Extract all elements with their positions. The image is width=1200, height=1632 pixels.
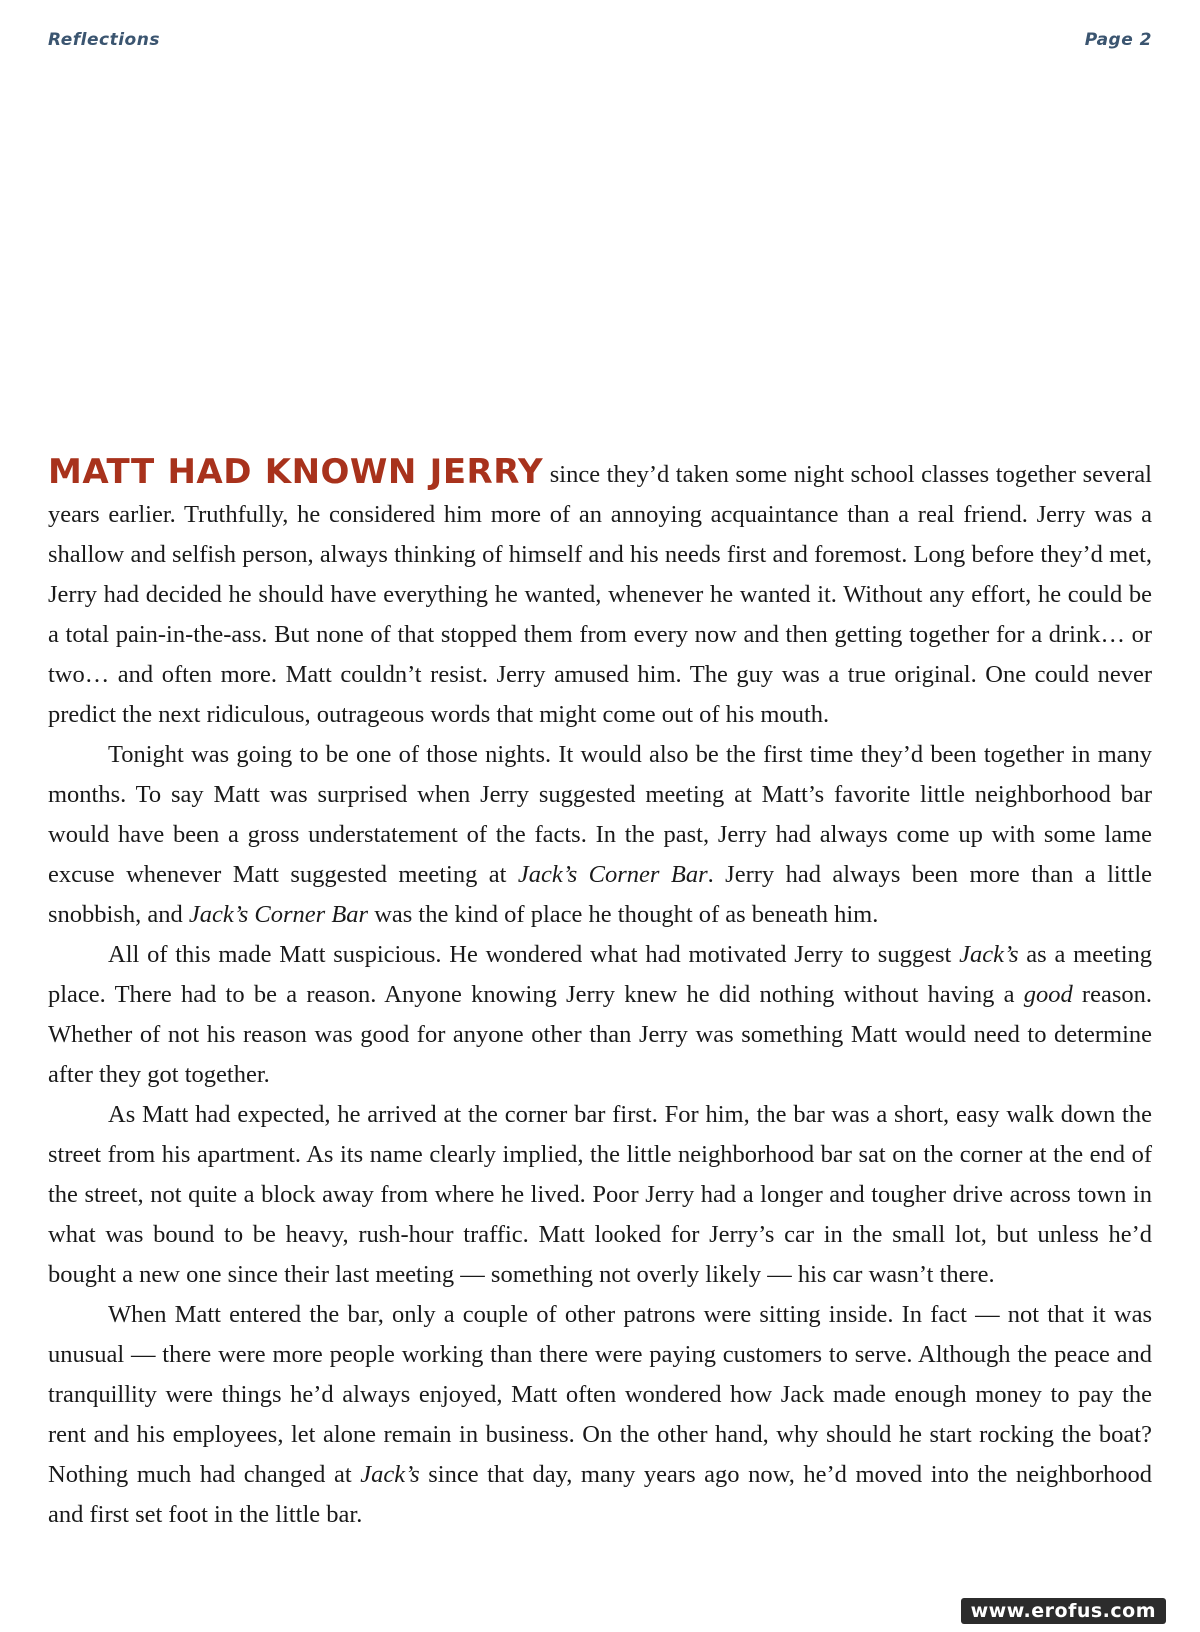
paragraph-3-text-b: as a meeting place. There had to be a reason. Anyone knowing Jerry knew he did nothing without having a xyxy=(48,941,1153,1008)
paragraph-2-text-b: . Jerry had always been more than a little snobbish, and xyxy=(48,861,1152,928)
bar-name-italic: Jack’s Corner Bar xyxy=(188,901,369,928)
bar-name-italic: Jack’s xyxy=(360,1461,420,1488)
chapter-lead-in: MATT HAD KNOWN JERRY xyxy=(48,452,544,492)
emphasis-good: good xyxy=(1023,981,1073,1008)
paragraph-3 xyxy=(48,935,1152,1095)
watermark: www.erofus.com xyxy=(961,1598,1166,1624)
bar-name-italic: Jack’s xyxy=(959,941,1019,968)
paragraph-2 xyxy=(48,735,1152,935)
page-number: Page 2 xyxy=(1084,30,1152,50)
paragraph-2-text-c: was the kind of place he thought of as beneath him. xyxy=(368,901,879,928)
paragraph-1 xyxy=(48,452,1152,735)
paragraph-2-text-a: Tonight was going to be one of those nights. It would also be the first time they’d been together in many months. To say Matt was surprised when Jerry suggested meeting at Matt’s favorite little neighborhood bar would have been a gross understatement of the facts. In the past, Jerry had always come up with some lame excuse whenever Matt suggested meeting at xyxy=(48,741,1152,888)
paragraph-1-text: since they’d taken some night school classes together several years earlier. Truthfully, he considered him more of an annoying acquaintance than a real friend. Jerry was a shallow and selfish person, always thinking of himself and his needs first and foremost. Long before they’d met, Jerry had decided he should have everything he wanted, whenever he wanted it. Without any effort, he could be a total pain-in-the-ass. But none of that stopped them from every now and then getting together for a drink… or two… and often more. Matt couldn’t resist. Jerry amused him. The guy was a true original. One could never predict the next ridiculous, outrageous words that might come out of his mouth. xyxy=(48,461,1152,728)
paragraph-5-text-a: When Matt entered the bar, only a couple of other patrons were sitting inside. In fact — not that it was unusual — there were more people working than there were paying customers to serve. Although the peace and tranquillity were things he’d always enjoyed, Matt often wondered how Jack made enough money to pay the rent and his employees, let alone remain in business. On the other hand, why should he start rocking the boat? Nothing much had changed at xyxy=(48,1301,1152,1488)
story-body xyxy=(48,452,1152,1535)
paragraph-3-text-c: reason. Whether of not his reason was good for anyone other than Jerry was something Matt would need to determine after they got together. xyxy=(48,981,1152,1088)
paragraph-5 xyxy=(48,1295,1152,1535)
book-title: Reflections xyxy=(48,30,160,50)
paragraph-5-text-b: since that day, many years ago now, he’d moved into the neighborhood and first set foot in the little bar. xyxy=(48,1461,1153,1528)
paragraph-4: As Matt had expected, he arrived at the corner bar first. For him, the bar was a short, easy walk down the street from his apartment. As its name clearly implied, the little neighborhood bar sat on the corner at the end of the street, not quite a block away from where he lived. Poor Jerry had a longer and tougher drive across town in what was bound to be heavy, rush-hour traffic. Matt looked for Jerry’s car in the small lot, but unless he’d bought a new one since their last meeting — something not overly likely — his car wasn’t there. xyxy=(48,1101,1152,1288)
bar-name-italic: Jack’s Corner Bar xyxy=(517,861,708,888)
paragraph-3-text-a: All of this made Matt suspicious. He wondered what had motivated Jerry to suggest xyxy=(108,941,960,968)
